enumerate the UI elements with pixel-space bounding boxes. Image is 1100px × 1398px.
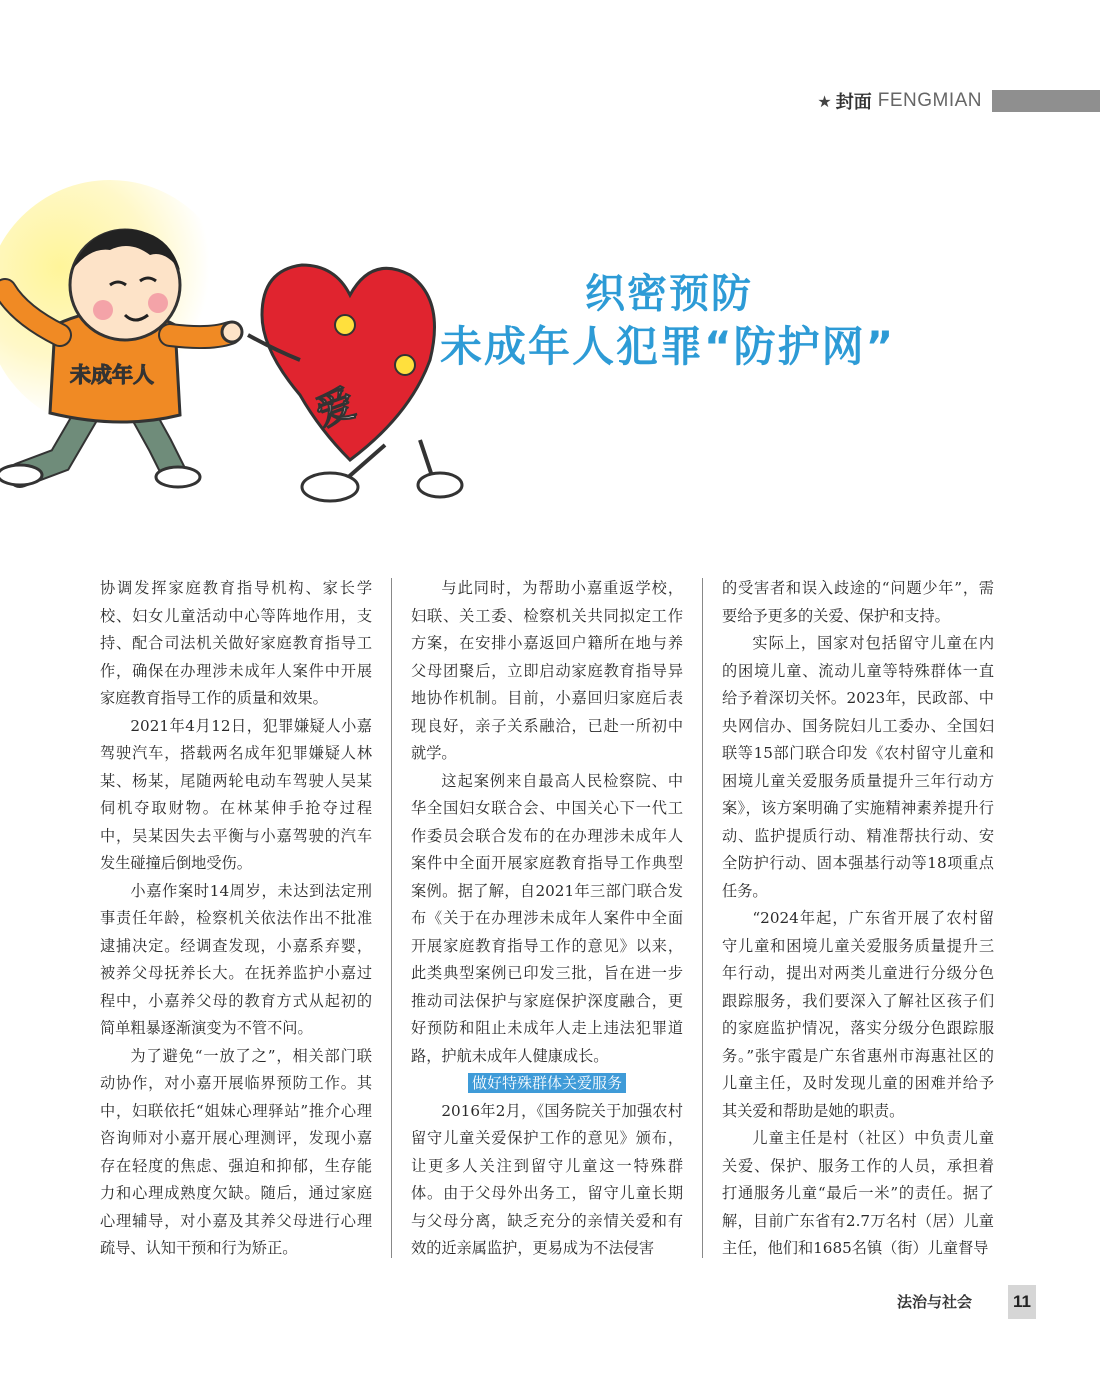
paragraph: 实际上，国家对包括留守儿童在内的困境儿童、流动儿童等特殊群体一直给予着深切关怀。2023年，民政部、中央网信办、国务院妇儿工委办、全国妇联等15部门联合印发《农村留守儿童和困境儿童关爱服务质量提升三年行动方案》，该方案明确了实施精神素养提升行动、监护提质行动、精准帮扶行动、安全防护行动、固本强基行动等18项重点任务。 (722, 634, 994, 900)
section-subheading (411, 1070, 683, 1098)
text-column-1 (100, 575, 372, 1263)
paragraph: 这起案例来自最高人民检察院、中华全国妇女联合会、中国关心下一代工作委员会联合发布的在办理涉未成年人案件中全面开展家庭教育指导工作典型案例。据了解，自2021年三部门联合发布《关于在办理涉未成年人案件中全面开展家庭教育指导工作的意见》以来，此类典型案例已印发三批，旨在进一步推动司法保护与家庭保护深度融合，更好预防和阻止未成年人走上违法犯罪道路，护航未成年人健康成长。 (411, 771, 683, 1065)
text-column-3 (722, 575, 994, 1263)
page-title-line1: 织密预防 (585, 271, 753, 317)
cartoon-illustration (0, 175, 470, 535)
paragraph: 的受害者和误入歧途的“问题少年”，需要给予更多的关爱、保护和支持。 (722, 579, 994, 625)
column-divider (391, 578, 392, 1258)
section-name-cn: 封面 (835, 92, 872, 113)
paragraph: 2016年2月，《国务院关于加强农村留守儿童关爱保护工作的意见》颁布，让更多人关注到留守儿童这一特殊群体。由于父母外出务工，留守儿童长期与父母分离，缺乏充分的亲情关爱和有效的近亲属监护，更易成为不法侵害 (411, 1101, 683, 1257)
page-title-line2: 未成年人犯罪“防护网” (440, 322, 896, 371)
heart-label: 爱 (310, 380, 361, 435)
heart-figure (248, 265, 462, 501)
subheading-text: 做好特殊群体关爱服务 (468, 1073, 626, 1093)
column-divider (702, 578, 703, 1258)
paragraph: “2024年起，广东省开展了农村留守儿童和困境儿童关爱服务质量提升三年行动，提出对两类儿童进行分级分色跟踪服务，我们要深入了解社区孩子们的家庭监护情况，落实分级分色跟踪服务。”张宇霞是广东省惠州市海惠社区的儿童主任，及时发现儿童的困难并给予其关爱和帮助是她的职责。 (722, 909, 994, 1120)
star-icon: ★ (817, 91, 832, 111)
paragraph: 协调发挥家庭教育指导机构、家长学校、妇女儿童活动中心等阵地作用，支持、配合司法机关做好家庭教育指导工作，确保在办理涉未成年人案件中开展家庭教育指导工作的质量和效果。 (100, 579, 372, 707)
section-name-en: FENGMIAN (877, 90, 982, 111)
header-bar (992, 90, 1100, 112)
shirt-label: 未成年人 (70, 363, 154, 387)
paragraph: 2021年4月12日，犯罪嫌疑人小嘉驾驶汽车，搭载两名成年犯罪嫌疑人林某、杨某，尾随两轮电动车驾驶人吴某伺机夺取财物。在林某伸手抢夺过程中，吴某因失去平衡与小嘉驾驶的汽车发生碰撞后倒地受伤。 (100, 716, 372, 872)
text-column-2 (411, 575, 683, 1263)
paragraph: 小嘉作案时14周岁，未达到法定刑事责任年龄，检察机关依法作出不批准逮捕决定。经调查发现，小嘉系弃婴，被养父母抚养长大。在抚养监护小嘉过程中，小嘉养父母的教育方式从起初的简单粗暴逐渐演变为不管不问。 (100, 881, 372, 1037)
section-header (817, 88, 1100, 114)
magazine-name: 法治与社会 (897, 1293, 973, 1311)
paragraph: 儿童主任是村（社区）中负责儿童关爱、保护、服务工作的人员，承担着打通服务儿童“最后一米”的责任。据了解，目前广东省有2.7万名村（居）儿童主任，他们和1685名镇（街）儿童督导 (722, 1129, 994, 1257)
paragraph: 为了避免“一放了之”，相关部门联动协作，对小嘉开展临界预防工作。其中，妇联依托“姐妹心理驿站”推介心理咨询师对小嘉开展心理测评，发现小嘉存在轻度的焦虑、强迫和抑郁，生存能力和心理成熟度欠缺。随后，通过家庭心理辅导，对小嘉及其养父母进行心理疏导、认知干预和行为矫正。 (100, 1046, 372, 1257)
page-number: 11 (1008, 1285, 1036, 1319)
paragraph: 与此同时，为帮助小嘉重返学校，妇联、关工委、检察机关共同拟定工作方案，在安排小嘉返回户籍所在地与养父母团聚后，立即启动家庭教育指导异地协作机制。目前，小嘉回归家庭后表现良好，亲子关系融洽，已赴一所初中就学。 (411, 579, 683, 762)
